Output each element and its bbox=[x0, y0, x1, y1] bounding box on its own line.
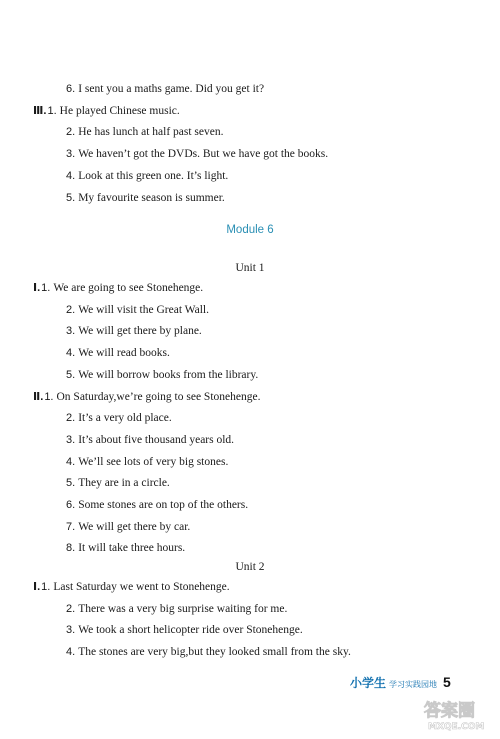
section-marker: Ⅱ. bbox=[33, 390, 44, 403]
answer-text: There was a very big surprise waiting for me. bbox=[78, 602, 288, 615]
answer-line bbox=[66, 520, 190, 534]
watermark-cn-text: 答案圈 bbox=[424, 701, 475, 721]
item-number: 1. bbox=[44, 390, 54, 403]
item-number: 3. bbox=[66, 148, 76, 161]
answer-text: He has lunch at half past seven. bbox=[78, 126, 224, 139]
answer-text: Some stones are on top of the others. bbox=[78, 499, 249, 511]
answer-line bbox=[66, 324, 202, 338]
answer-text: We took a short helicopter ride over Stonehenge. bbox=[78, 624, 303, 636]
answer-line bbox=[66, 411, 172, 425]
answer-text: It’s a very old place. bbox=[78, 412, 172, 425]
item-number: 2. bbox=[66, 126, 76, 139]
module-title: Module 6 bbox=[226, 224, 274, 236]
answer-text: He played Chinese music. bbox=[59, 104, 180, 117]
item-number: 5. bbox=[66, 477, 76, 490]
answer-line bbox=[66, 368, 258, 382]
item-number: 8. bbox=[66, 542, 76, 555]
section-marker: Ⅲ. bbox=[33, 104, 47, 117]
answer-line bbox=[33, 104, 180, 118]
answer-text: On Saturday,we’re going to see Stonehenge. bbox=[56, 390, 261, 403]
item-number: 3. bbox=[66, 433, 76, 446]
answer-text: We are going to see Stonehenge. bbox=[53, 282, 204, 294]
answer-text: My favourite season is summer. bbox=[78, 191, 225, 204]
answer-text: The stones are very big,but they looked small from the sky. bbox=[78, 645, 351, 658]
item-number: 2. bbox=[66, 602, 76, 615]
item-number: 5. bbox=[66, 368, 76, 381]
answer-text: I sent you a maths game. Did you get it? bbox=[78, 83, 265, 95]
unit-1-title: Unit 1 bbox=[235, 262, 265, 274]
answer-text: We will visit the Great Wall. bbox=[78, 303, 209, 316]
section-marker: Ⅰ. bbox=[33, 581, 41, 593]
answer-line bbox=[66, 623, 303, 637]
answer-line bbox=[33, 390, 260, 404]
item-number: 1. bbox=[41, 581, 51, 593]
answer-line bbox=[33, 281, 203, 295]
answer-text: We will get there by plane. bbox=[78, 325, 202, 338]
answer-line bbox=[66, 455, 228, 469]
answer-line bbox=[66, 541, 185, 555]
unit-2-title: Unit 2 bbox=[235, 561, 265, 573]
answer-text: We will get there by car. bbox=[78, 520, 191, 533]
answer-text: It will take three hours. bbox=[78, 542, 186, 555]
item-number: 2. bbox=[66, 412, 76, 425]
item-number: 1. bbox=[41, 282, 51, 294]
answer-line bbox=[66, 346, 170, 360]
answer-text: We’ll see lots of very big stones. bbox=[78, 455, 229, 468]
section-marker: Ⅰ. bbox=[33, 282, 41, 294]
answer-text: Look at this green one. It’s light. bbox=[78, 169, 229, 182]
item-number: 2. bbox=[66, 303, 76, 316]
answer-text: We haven’t got the DVDs. But we have got the books. bbox=[78, 148, 329, 161]
item-number: 1. bbox=[47, 104, 57, 117]
item-number: 5. bbox=[66, 191, 76, 204]
watermark-logo bbox=[422, 696, 498, 734]
item-number: 4. bbox=[66, 347, 76, 360]
answer-text: It’s about five thousand years old. bbox=[78, 433, 235, 446]
item-number: 6. bbox=[66, 499, 76, 511]
answer-line bbox=[66, 645, 351, 659]
answer-line bbox=[66, 303, 209, 317]
watermark-en-text: MXQE.COM bbox=[428, 722, 485, 732]
answer-line bbox=[66, 169, 228, 183]
answer-text: They are in a circle. bbox=[78, 477, 170, 490]
page-footer bbox=[350, 674, 451, 691]
item-number: 6. bbox=[66, 83, 76, 95]
answer-line bbox=[66, 82, 264, 96]
item-number: 4. bbox=[66, 169, 76, 182]
page-number: 5 bbox=[443, 674, 451, 690]
watermark-logo-icon bbox=[422, 696, 498, 734]
answer-text: We will read books. bbox=[78, 347, 170, 360]
item-number: 3. bbox=[66, 325, 76, 338]
item-number: 7. bbox=[66, 520, 76, 533]
answer-text: Last Saturday we went to Stonehenge. bbox=[53, 581, 230, 593]
answer-line bbox=[66, 433, 234, 447]
item-number: 3. bbox=[66, 624, 76, 636]
answer-line bbox=[66, 191, 225, 205]
item-number: 4. bbox=[66, 645, 76, 658]
answer-line bbox=[66, 125, 224, 139]
answer-line bbox=[66, 498, 248, 512]
answer-line bbox=[66, 476, 170, 490]
answer-line bbox=[66, 147, 328, 161]
answer-line bbox=[33, 580, 230, 594]
footer-subtitle: 学习实践园地 bbox=[389, 680, 438, 689]
answer-text: We will borrow books from the library. bbox=[78, 368, 259, 381]
footer-brand: 小学生 bbox=[350, 676, 387, 690]
answer-line bbox=[66, 602, 287, 616]
item-number: 4. bbox=[66, 455, 76, 468]
